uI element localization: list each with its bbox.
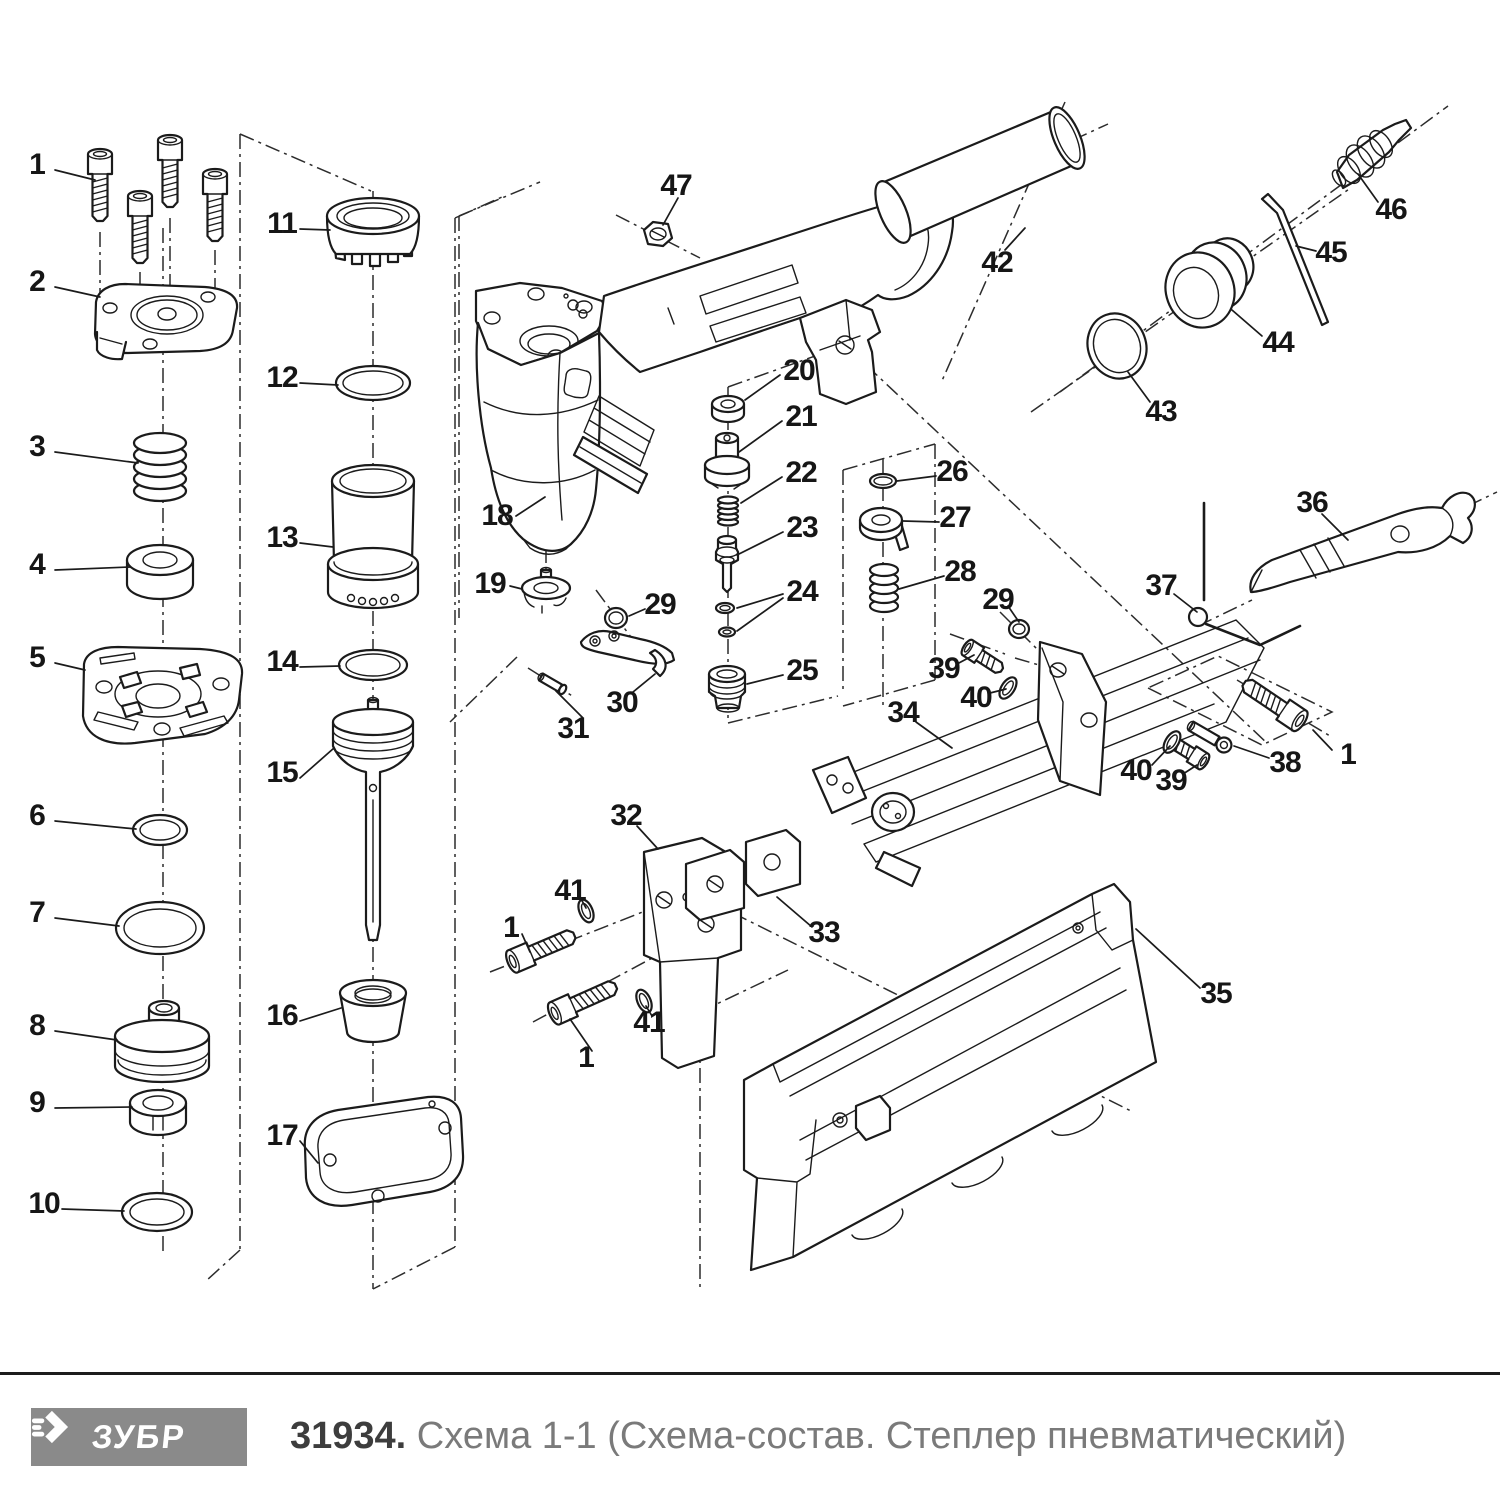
part-19-deflector: [522, 568, 570, 614]
callout-part-21: 21: [785, 400, 817, 433]
callout-part-13: 13: [266, 521, 298, 554]
part-6-o-ring: [133, 815, 187, 845]
part-10-o-ring: [122, 1193, 192, 1231]
callout-part-8: 8: [29, 1009, 45, 1042]
callout-part-17: 17: [266, 1119, 298, 1152]
part-9-collar: [130, 1090, 186, 1135]
part-30-trigger: [581, 631, 674, 676]
callout-part-19: 19: [474, 567, 506, 600]
part-12-o-ring: [336, 366, 410, 400]
callout-part-20: 20: [783, 354, 815, 387]
callout-part-37: 37: [1145, 569, 1177, 602]
part-8-piston: [115, 1001, 209, 1082]
part-15-driver-piston: [333, 698, 413, 941]
callout-part-1: 1: [29, 148, 45, 181]
callout-part-36: 36: [1296, 486, 1328, 519]
callout-part-29: 29: [982, 583, 1014, 616]
part-13-cylinder: [328, 465, 418, 608]
doc-number: 31934.: [290, 1415, 407, 1457]
callout-part-11: 11: [267, 207, 297, 240]
callout-part-16: 16: [266, 999, 298, 1032]
callout-part-1: 1: [503, 911, 519, 944]
callout-part-18: 18: [481, 499, 513, 532]
part-21-valve-stem: [705, 433, 749, 489]
callout-part-39: 39: [1155, 764, 1187, 797]
part-43-o-ring: [1078, 305, 1155, 387]
part-27-tab-washer: [860, 508, 908, 550]
callout-part-31: 31: [557, 712, 589, 745]
callout-part-41: 41: [554, 874, 586, 907]
part-26-o-ring: [870, 474, 896, 488]
callout-part-43: 43: [1145, 395, 1177, 428]
callout-part-10: 10: [28, 1187, 60, 1220]
callout-part-41: 41: [633, 1006, 665, 1039]
callout-part-46: 46: [1375, 193, 1407, 226]
callout-part-22: 22: [785, 456, 817, 489]
part-46-air-fitting: [1330, 120, 1411, 188]
part-14-o-ring: [339, 650, 407, 680]
part-11-cap: [327, 198, 419, 266]
callout-part-32: 32: [610, 799, 642, 832]
callout-part-45: 45: [1315, 236, 1347, 269]
part-42-sleeve: [868, 103, 1092, 248]
callout-part-26: 26: [936, 455, 968, 488]
callout-part-5: 5: [29, 641, 45, 674]
diagram-caption: [290, 1415, 1346, 1458]
callout-part-24: 24: [786, 575, 818, 608]
part-2-cap-plate: [95, 284, 237, 359]
callout-part-12: 12: [266, 361, 298, 394]
callout-part-2: 2: [29, 265, 45, 298]
callout-part-1: 1: [1340, 738, 1356, 771]
part-23-valve-pin: [716, 536, 738, 592]
part-28-spring: [870, 564, 898, 612]
part-4-bushing: [127, 545, 193, 599]
part-47-nut: [644, 222, 672, 246]
callout-part-25: 25: [786, 654, 818, 687]
part-1-screws-top: [88, 135, 227, 263]
callout-part-14: 14: [266, 645, 298, 678]
part-20-washer: [712, 396, 744, 422]
callout-part-44: 44: [1262, 326, 1294, 359]
part-45-rod: [1262, 194, 1328, 325]
callout-part-27: 27: [939, 501, 971, 534]
part-31-pin: [536, 671, 567, 695]
callout-part-15: 15: [266, 756, 298, 789]
callout-part-35: 35: [1200, 977, 1232, 1010]
callout-part-28: 28: [944, 555, 976, 588]
part-22-spring: [718, 497, 738, 526]
callout-part-3: 3: [29, 430, 45, 463]
footer: [0, 1372, 1500, 1500]
callout-part-29: 29: [644, 588, 676, 621]
callout-part-30: 30: [606, 686, 638, 719]
doc-title: Схема 1-1 (Схема-состав. Степлер пневматический): [416, 1415, 1347, 1457]
callout-part-47: 47: [660, 169, 692, 202]
part-35-magazine-cover: [744, 884, 1156, 1270]
part-7-o-ring: [116, 902, 204, 954]
zubr-arrow-icon: [31, 1408, 69, 1446]
part-1-screws-bottom-left: [503, 924, 620, 1026]
zubr-logo: [31, 1408, 247, 1466]
callout-part-39: 39: [928, 652, 960, 685]
part-17-gasket: [305, 1097, 463, 1206]
callout-part-34: 34: [887, 696, 919, 729]
callout-part-6: 6: [29, 799, 45, 832]
callout-part-1: 1: [578, 1041, 594, 1074]
callout-part-40: 40: [1120, 754, 1152, 787]
part-36-latch-lever: [1250, 493, 1475, 592]
part-5-valve-plate: [83, 647, 242, 744]
callout-part-42: 42: [981, 246, 1013, 279]
callout-part-9: 9: [29, 1086, 45, 1119]
part-3-spring: [134, 433, 186, 501]
callout-part-33: 33: [808, 916, 840, 949]
part-29-ring-left: [605, 608, 627, 628]
part-16-bumper: [340, 980, 406, 1042]
part-24-o-rings: [716, 603, 735, 637]
part-25-valve-seat: [709, 666, 745, 712]
callout-part-4: 4: [29, 548, 45, 581]
logo-text: ЗУБР: [90, 1418, 188, 1455]
callout-part-7: 7: [29, 896, 45, 929]
callout-part-23: 23: [786, 511, 818, 544]
callout-part-40: 40: [960, 681, 992, 714]
callout-part-38: 38: [1269, 746, 1301, 779]
